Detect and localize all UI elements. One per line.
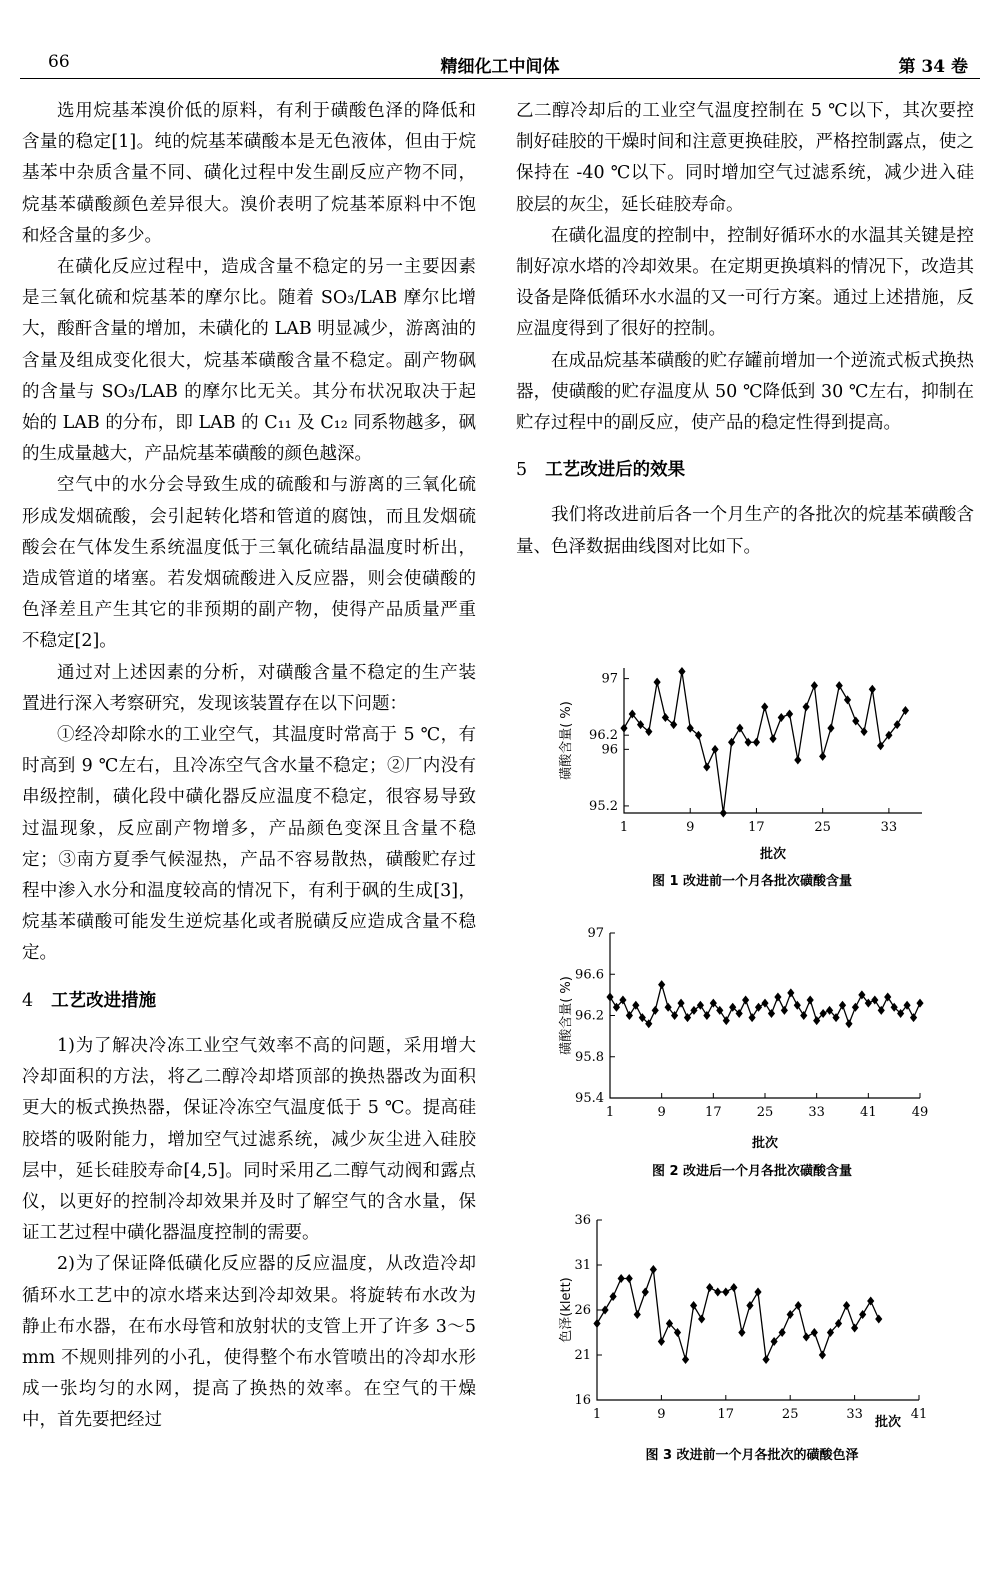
- data-point: [787, 988, 794, 997]
- y-tick-label: 31: [574, 1258, 591, 1273]
- data-point: [706, 1283, 713, 1292]
- data-point: [662, 713, 669, 722]
- data-point: [839, 1001, 846, 1010]
- data-point: [778, 713, 785, 722]
- x-axis-label: 批次: [751, 1136, 779, 1151]
- data-point: [682, 1355, 689, 1364]
- data-point: [742, 996, 749, 1005]
- y-tick-label: 97: [587, 926, 604, 941]
- data-point: [626, 1274, 633, 1283]
- data-point: [869, 685, 876, 694]
- figure-3: [552, 1212, 952, 1463]
- section-number: 5: [516, 460, 528, 481]
- data-point: [843, 1301, 850, 1310]
- data-point: [720, 809, 727, 818]
- x-tick-label: 1: [592, 1407, 602, 1422]
- x-tick-label: 9: [657, 1407, 666, 1422]
- y-axis-label: 色泽(klett): [559, 1277, 574, 1343]
- data-point: [687, 724, 694, 733]
- paragraph: 通过对上述因素的分析，对磺酸含量不稳定的生产装置进行深入考察研究，发现该装置存在以下问题：: [22, 662, 476, 714]
- data-point: [714, 1288, 721, 1297]
- paragraph: 在磺化温度的控制中，控制好循环水的水温其关键是控制好凉水塔的冷却效果。在定期更换填料的情况下，改造其设备是降低循环水水温的又一可行方案。通过上述措施，反应温度得到了很好的控制。: [516, 225, 974, 340]
- x-tick-label: 25: [814, 820, 831, 835]
- y-tick-label: 21: [574, 1348, 591, 1363]
- section-heading: [516, 455, 974, 486]
- y-tick-label: 96: [601, 742, 618, 758]
- figure-1: [552, 660, 952, 889]
- data-point: [819, 752, 826, 761]
- section-title: 工艺改进措施: [51, 990, 157, 1011]
- x-tick-label: 25: [781, 1407, 799, 1422]
- axis-lines: [610, 933, 920, 1098]
- figure-caption: 图 1 改进前一个月各批次磺酸含量: [651, 874, 853, 889]
- x-tick-label: 1: [605, 1105, 615, 1120]
- y-tick-label: 36: [574, 1213, 591, 1228]
- x-tick-label: 1: [619, 820, 629, 835]
- data-point: [811, 1328, 818, 1337]
- y-tick-label: 96.2: [575, 1008, 604, 1024]
- data-point: [711, 745, 718, 754]
- x-tick-label: 41: [910, 1407, 928, 1422]
- series-line: [624, 672, 905, 813]
- x-tick-label: 17: [705, 1105, 722, 1120]
- data-point: [730, 1283, 737, 1292]
- axis-lines: [597, 1220, 919, 1400]
- data-point: [761, 702, 768, 711]
- data-point: [762, 1355, 769, 1364]
- x-tick-label: 25: [756, 1105, 774, 1120]
- paragraph: 在成品烷基苯磺酸的贮存罐前增加一个逆流式板式换热器，使磺酸的贮存温度从 50 ℃降低到 30 ℃左右，抑制在贮存过程中的副反应，使产品的稳定性得到提高。: [516, 350, 974, 434]
- y-tick-label: 95.2: [589, 798, 618, 814]
- data-point: [781, 1006, 788, 1015]
- paragraph: 1)为了解决冷冻工业空气效率不高的问题，采用增大冷却面积的方法，将乙二醇冷却塔顶部的换热器改为面积更大的板式换热器，保证冷冻空气温度低于 5 ℃。提高硅胶塔的吸附能力，增加空气过滤系统，减少灰尘进入硅胶层中，延长硅胶寿命[4,5]。同时采用乙二醇气动阀和露点仪，以更好的控制冷却效果并及时了解空气的含水量，保证工艺过程中磺化器温度控制的需要。: [22, 1035, 476, 1244]
- x-tick-label: 33: [808, 1105, 825, 1120]
- page-number: 66: [48, 52, 70, 72]
- paragraph: 在磺化反应过程中，造成含量不稳定的另一主要因素是三氧化硫和烷基苯的摩尔比。随着 SO₃/LAB 摩尔比增大，酸酐含量的增加，未磺化的 LAB 明显减少，游离油的含量及组成变化很大，烷基苯磺酸含量不稳定。副产物砜的含量与 SO₃/LAB 的摩尔比无关。其分布状况取决于起始的 LAB 的分布，即 LAB 的 C₁₁ 及 C₁₂ 同系物越多，砜的生成量越大，产品烷基苯磺酸的颜色越深。: [22, 257, 476, 465]
- x-axis-label: 批次: [759, 847, 787, 862]
- paragraph: 我们将改进前后各一个月生产的各批次的烷基苯磺酸含量、色泽数据曲线图对比如下。: [516, 505, 974, 557]
- data-point: [769, 734, 776, 743]
- data-point: [786, 709, 793, 718]
- figure-caption: 图 2 改进后一个月各批次磺酸含量: [651, 1164, 853, 1179]
- journal-title: 精细化工中间体: [440, 57, 560, 77]
- data-point: [645, 727, 652, 736]
- data-point: [794, 755, 801, 764]
- x-tick-label: 33: [880, 820, 898, 835]
- chart-3: [552, 1212, 952, 1444]
- y-tick-label: 95.8: [575, 1049, 604, 1065]
- figure-2: [552, 925, 952, 1179]
- volume-label: 第 34 卷: [898, 57, 968, 77]
- chart-2: [552, 925, 952, 1160]
- data-point: [774, 992, 781, 1001]
- figure-caption: 图 3 改进前一个月各批次的磺酸色泽: [645, 1448, 859, 1463]
- y-axis-label: 磺酸含量( %): [559, 976, 574, 1055]
- data-point: [634, 1310, 641, 1319]
- left-column: [22, 96, 476, 1437]
- data-point: [819, 1351, 826, 1360]
- x-tick-label: 9: [686, 820, 695, 835]
- data-point: [658, 1337, 665, 1346]
- data-point: [670, 720, 677, 729]
- paragraph: 空气中的水分会导致生成的硫酸和与游离的三氧化硫形成发烟硫酸，会引起转化塔和管道的腐蚀，而且发烟硫酸会在气体发生系统温度低于三氧化硫结晶温度时析出，造成管道的堵塞。若发烟硫酸进入反应器，则会使磺酸的色泽差且产生其它的非预期的副产物，使得产品质量严重不稳定[2]。: [22, 475, 476, 652]
- data-point: [658, 980, 665, 989]
- y-tick-label: 96.6: [575, 967, 604, 983]
- data-point: [738, 1328, 745, 1337]
- x-tick-label: 41: [860, 1105, 877, 1120]
- data-point: [845, 1019, 852, 1028]
- x-tick-label: 17: [748, 820, 765, 835]
- x-tick-label: 17: [717, 1407, 735, 1422]
- paragraph: 2)为了保证降低磺化反应器的反应温度，从改造冷却循环水工艺中的凉水塔来达到冷却效果。将旋转布水改为静止布水器，在布水母管和放射状的支管上开了许多 3～5 mm 不规则排列的小孔，使得整个布水管喷出的冷却水形成一张均匀的水网，提高了换热的效率。在空气的干燥中，首先要把经过: [22, 1254, 476, 1431]
- data-point: [650, 1265, 657, 1274]
- section-heading: [22, 986, 476, 1017]
- header-rule: [20, 78, 980, 79]
- data-point: [811, 681, 818, 690]
- data-point: [875, 1315, 882, 1324]
- paragraph: 选用烷基苯溴价低的原料，有利于磺酸色泽的降低和含量的稳定[1]。纯的烷基苯磺酸本是无色液体，但由于烷基苯中杂质含量不同、磺化过程中发生副反应产物不同，烷基苯磺酸颜色差异很大。溴价表明了烷基苯原料中不饱和烃含量的多少。: [22, 101, 476, 246]
- data-point: [652, 1006, 659, 1015]
- data-point: [654, 678, 661, 687]
- data-point: [722, 1288, 729, 1297]
- right-column: [516, 96, 974, 563]
- data-point: [803, 702, 810, 711]
- data-point: [695, 731, 702, 740]
- data-point: [807, 996, 814, 1005]
- section-title: 工艺改进后的效果: [545, 460, 686, 481]
- data-point: [703, 763, 710, 772]
- y-tick-label: 96.2: [589, 728, 618, 744]
- y-tick-label: 95.4: [575, 1091, 604, 1106]
- x-tick-label: 33: [846, 1407, 863, 1422]
- data-point: [678, 667, 685, 676]
- data-point: [803, 1333, 810, 1342]
- data-point: [916, 999, 923, 1008]
- data-point: [642, 1288, 649, 1297]
- data-point: [677, 999, 684, 1008]
- x-axis-label: 批次: [874, 1415, 902, 1430]
- y-tick-label: 16: [574, 1393, 591, 1408]
- y-tick-label: 26: [574, 1303, 591, 1318]
- y-tick-label: 97: [601, 671, 618, 687]
- data-point: [827, 724, 834, 733]
- paragraph: 乙二醇冷却后的工业空气温度控制在 5 ℃以下，其次要控制好硅胶的干燥时间和注意更换硅胶，严格控制露点，使之保持在 -40 ℃以下。同时增加空气过滤系统，减少进入硅胶层的灰尘，延长硅胶寿命。: [516, 101, 974, 215]
- section-number: 4: [22, 990, 34, 1011]
- data-point: [753, 738, 760, 747]
- x-tick-label: 49: [911, 1105, 929, 1120]
- page-header: [20, 46, 980, 76]
- x-tick-label: 9: [657, 1105, 666, 1120]
- data-point: [618, 1274, 625, 1283]
- paragraph: ①经冷却除水的工业空气，其温度时常高于 5 ℃，有时高到 9 ℃左右，且冷冻空气含水量不稳定；②厂内没有串级控制，磺化段中磺化器反应温度不稳定，很容易导致过温现象，反应副产物增多，产品颜色变深且含量不稳定；③南方夏季气候湿热，产品不容易散热，磺酸贮存过程中渗入水分和温度较高的情况下，有利于砜的生成[3]，烷基苯磺酸可能发生逆烷基化或者脱磺反应造成含量不稳定。: [22, 725, 476, 964]
- data-point: [910, 1013, 917, 1022]
- y-axis-label: 磺酸含量( %): [559, 701, 574, 780]
- data-point: [852, 1003, 859, 1012]
- chart-1: [552, 660, 952, 870]
